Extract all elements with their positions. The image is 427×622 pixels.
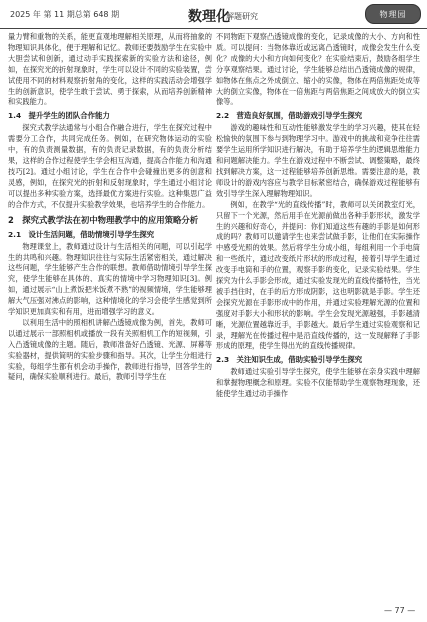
page-number: — 77 — xyxy=(384,606,416,615)
section-heading: 2 探究式教学法在初中物理教学中的应用策略分析 xyxy=(8,214,199,225)
paragraph: 物理课堂上，教师通过设计与生活相关的问题，可以引起学生的共鸣和兴趣。物理知识往往与实际生活紧密相关，通过解决这些问题，学生能够产生合作的联想。教师借助情境引导学生探究，使学生能够在具体的、真实的情境中学习物理知识[3]。例如，通过展示“山上煮饭把米饭煮不熟”的视频情境，学生能够理解大气压强对沸点的影响，这种情境化的学习会使学生感觉到所学知识更加真实和有用，进而增强学习的意义。 xyxy=(8,241,212,317)
issue-info: 2025 年 第 11 期总第 648 期 xyxy=(10,10,120,19)
paragraph: 不同物距下观察凸透镜成像的变化，记录成像的大小、方向和性质。可以提问：当物体靠近或远离凸透镜时，成像会发生什么变化？成像的大小和方向如何变化？在实验结束后，鼓励各组学生分享观察结果。通过讨论，学生能够总结出凸透镜成像的规律，如物体在焦点之外成倒立、缩小的实像，物体在两倍焦距处成等大的倒立实像，物体在一倍焦距与两倍焦距之间成放大的倒立实像等。 xyxy=(216,32,420,107)
section-logo xyxy=(365,4,421,24)
subsection-heading: 2.1 设计生活问题，借助情境引导学生探究 xyxy=(8,229,155,239)
subsection-heading: 2.3 关注知识生成，借助实验引导学生探究 xyxy=(216,355,363,365)
column-name: 解题研究 xyxy=(226,12,258,21)
paragraph: 游戏的趣味性和互动性能够激发学生的学习兴趣，使其在轻松愉快的氛围下参与到物理学习中。游戏中的挑战和竞争往往需要学生运用所学知识进行解决，有助于培养学生的逻辑思维能力和问题解决能力。学生在游戏过程中不断尝试、调整策略，最终找到解决方案，这一过程能够培养创新思维。需要注意的是，教师设计的游戏内容应与教学目标紧密结合，确保游戏过程能够有效引导学生深入理解物理知识。 xyxy=(216,123,420,198)
left-column xyxy=(8,32,212,383)
paragraph: 探究式教学法通常与小组合作融合进行，学生在探究过程中需要分工合作，共同完成任务。例如，在研究物体运动的实验中，有的负责测量数据，有的负责记录数据，有的负责分析结果，这样的合作过程使学生学会相互沟通，提高合作能力和沟通技巧[2]。通过小组讨论，学生在合作中会碰撞出更多的创意和灵感，例如，在探究光的折射和反射现象时，学生通过小组讨论可以提出多种实验方案，选择最优方案进行实验。这种集思广益的合作方式，不仅提升实验教学效果，也培养学生的合作能力。 xyxy=(8,123,212,209)
right-column xyxy=(216,32,420,400)
page-header xyxy=(0,0,427,29)
logo-text: 物理园 xyxy=(379,9,407,19)
paragraph: 以利用生活中的照相机讲解凸透镜成像为例，首先，教师可以通过展示一部照相机或播放一段有关照相机工作的短视频，引入凸透镜成像的主题。随后，教师准备好凸透镜、光源、屏幕等实验器材，提供简明的实验步骤和指导。其次，让学生分组进行实验，每组学生都有机会动手操作，教师进行指导，回答学生的疑问，确保实验顺利进行。最后，教师引导学生在 xyxy=(8,317,212,382)
paragraph: 例如，在教学“光的直线传播”时，教师可以关闭教室灯光，只留下一个光源，然后用手在光源前做出各种手影形状，激发学生的兴趣和好奇心，并提问：你们知道这些有趣的手影是如何形成的吗？教师可以邀请学生也来尝试做手影，让他们在实际操作中感受光照的效果。然后将学生分成小组，每组利用一个手电筒和一些纸片，通过改变纸片形状的形成过程，接着引导学生通过改变手电筒和手的位置，观察手影的变化，记录实验结果。学生探究为什么手影会形成，通过实验发现光的直线传播特性，当光被手挡住时，在手的后方形成阴影，这也明影就是手影。学生还会探究光源在手影形成中的作用，并通过实验理解光源的位置和强度对手影大小和形状的影响。学生会发现光源越强，手影越清晰，光源位置越靠近手，手影越大。最后学生通过实验观察和记录，理解光在传播过程中是沿直线传播的，这一发现解释了手影形成的原理，使学生得出光的直线传播规律。 xyxy=(216,199,420,351)
paragraph: 教师通过实验引导学生探究，使学生能够在亲身实践中理解和掌握物理概念和原理。实验不仅能帮助学生观察物理现象，还能使学生通过动手操作 xyxy=(216,367,420,399)
paragraph: 量力臂和重物的关系，能更直观地理解相关原理，从而将抽象的物理知识具体化，便于理解和记忆。教师还要鼓励学生在实验中大胆尝试和创新，通过动手实践探索新的实验方法和途径，例如，在探究光的折射现象时，学生可以设计不同的实验装置，尝试使用不同的材料观察折射角的变化，这样的实践活动会增强学生的创新意识，使学生敢于尝试、勇于探索，从而培养创新精神和实践能力。 xyxy=(8,32,212,107)
magazine-title: 数理化 xyxy=(188,9,230,25)
subsection-heading: 2.2 营造良好氛围，借助游戏引导学生探究 xyxy=(216,111,363,121)
section-heading: 1.4 提升学生的团队合作能力 xyxy=(8,111,110,121)
